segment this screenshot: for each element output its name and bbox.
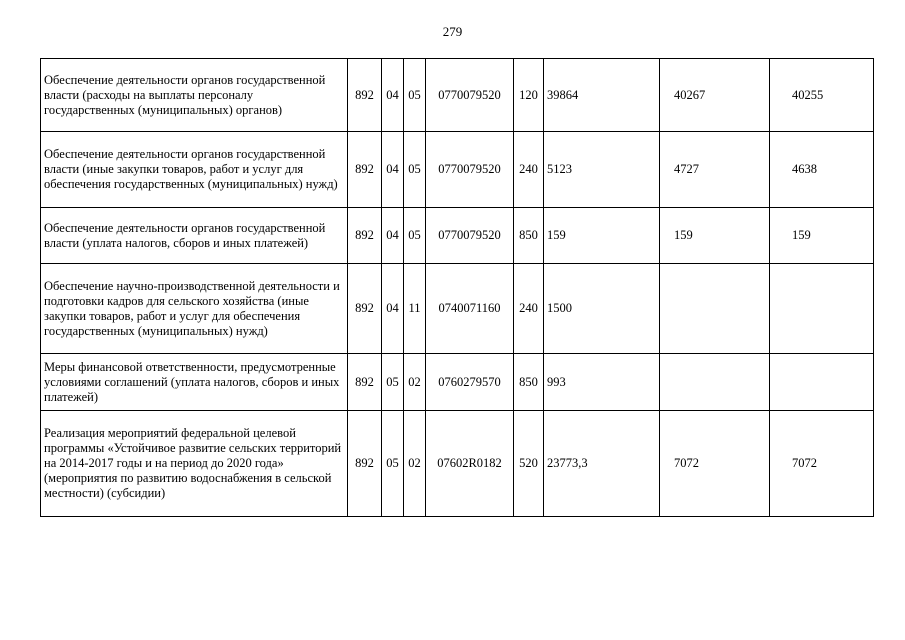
table-row [41, 132, 874, 208]
amount-2-cell [660, 354, 770, 411]
expense-type-cell: 520 [514, 411, 544, 517]
target-article-cell: 0770079520 [426, 59, 514, 132]
section-cell: 04 [382, 208, 404, 264]
amount-1-cell: 23773,3 [544, 411, 660, 517]
amount-1-cell: 159 [544, 208, 660, 264]
budget-table [40, 58, 874, 517]
row-description: Реализация мероприятий федеральной целевой программы «Устойчивое развитие сельских территорий на 2014-2017 годы и на период до 2020 года» (мероприятия по развитию водоснабжения в сельской местности) (субсидии) [41, 411, 348, 517]
amount-2-cell: 40267 [660, 59, 770, 132]
amount-3-cell: 40255 [770, 59, 874, 132]
table-row [41, 208, 874, 264]
subsection-cell: 11 [404, 264, 426, 354]
target-article-cell: 0770079520 [426, 208, 514, 264]
expense-type-cell: 850 [514, 208, 544, 264]
section-cell: 05 [382, 411, 404, 517]
amount-1-cell: 5123 [544, 132, 660, 208]
section-cell: 05 [382, 354, 404, 411]
section-cell: 04 [382, 132, 404, 208]
expense-type-cell: 240 [514, 264, 544, 354]
amount-3-cell [770, 264, 874, 354]
grbs-cell: 892 [348, 354, 382, 411]
subsection-cell: 05 [404, 208, 426, 264]
grbs-cell: 892 [348, 208, 382, 264]
page-number: 279 [442, 24, 463, 39]
amount-3-cell: 4638 [770, 132, 874, 208]
row-description: Обеспечение деятельности органов государственной власти (расходы на выплаты персоналу государственных (муниципальных) органов) [41, 59, 348, 132]
table-row [41, 411, 874, 517]
subsection-cell: 05 [404, 59, 426, 132]
expense-type-cell: 850 [514, 354, 544, 411]
section-cell: 04 [382, 264, 404, 354]
section-cell: 04 [382, 59, 404, 132]
table-row [41, 59, 874, 132]
row-description: Обеспечение деятельности органов государственной власти (иные закупки товаров, работ и услуг для обеспечения государственных (муниципальных) нужд) [41, 132, 348, 208]
amount-1-cell: 993 [544, 354, 660, 411]
expense-type-cell: 120 [514, 59, 544, 132]
amount-2-cell: 159 [660, 208, 770, 264]
amount-3-cell: 7072 [770, 411, 874, 517]
grbs-cell: 892 [348, 132, 382, 208]
grbs-cell: 892 [348, 59, 382, 132]
amount-1-cell: 1500 [544, 264, 660, 354]
grbs-cell: 892 [348, 411, 382, 517]
row-description: Обеспечение научно-производственной деятельности и подготовки кадров для сельского хозяйства (иные закупки товаров, работ и услуг для обеспечения государственных (муниципальных) нужд) [41, 264, 348, 354]
amount-1-cell: 39864 [544, 59, 660, 132]
amount-2-cell: 7072 [660, 411, 770, 517]
target-article-cell: 0770079520 [426, 132, 514, 208]
target-article-cell: 0760279570 [426, 354, 514, 411]
amount-3-cell: 159 [770, 208, 874, 264]
subsection-cell: 02 [404, 354, 426, 411]
amount-3-cell [770, 354, 874, 411]
table-row [41, 264, 874, 354]
row-description: Меры финансовой ответственности, предусмотренные условиями соглашений (уплата налогов, сборов и иных платежей) [41, 354, 348, 411]
subsection-cell: 05 [404, 132, 426, 208]
amount-2-cell [660, 264, 770, 354]
grbs-cell: 892 [348, 264, 382, 354]
row-description: Обеспечение деятельности органов государственной власти (уплата налогов, сборов и иных платежей) [41, 208, 348, 264]
table-row [41, 354, 874, 411]
amount-2-cell: 4727 [660, 132, 770, 208]
expense-type-cell: 240 [514, 132, 544, 208]
target-article-cell: 07602R0182 [426, 411, 514, 517]
target-article-cell: 0740071160 [426, 264, 514, 354]
subsection-cell: 02 [404, 411, 426, 517]
